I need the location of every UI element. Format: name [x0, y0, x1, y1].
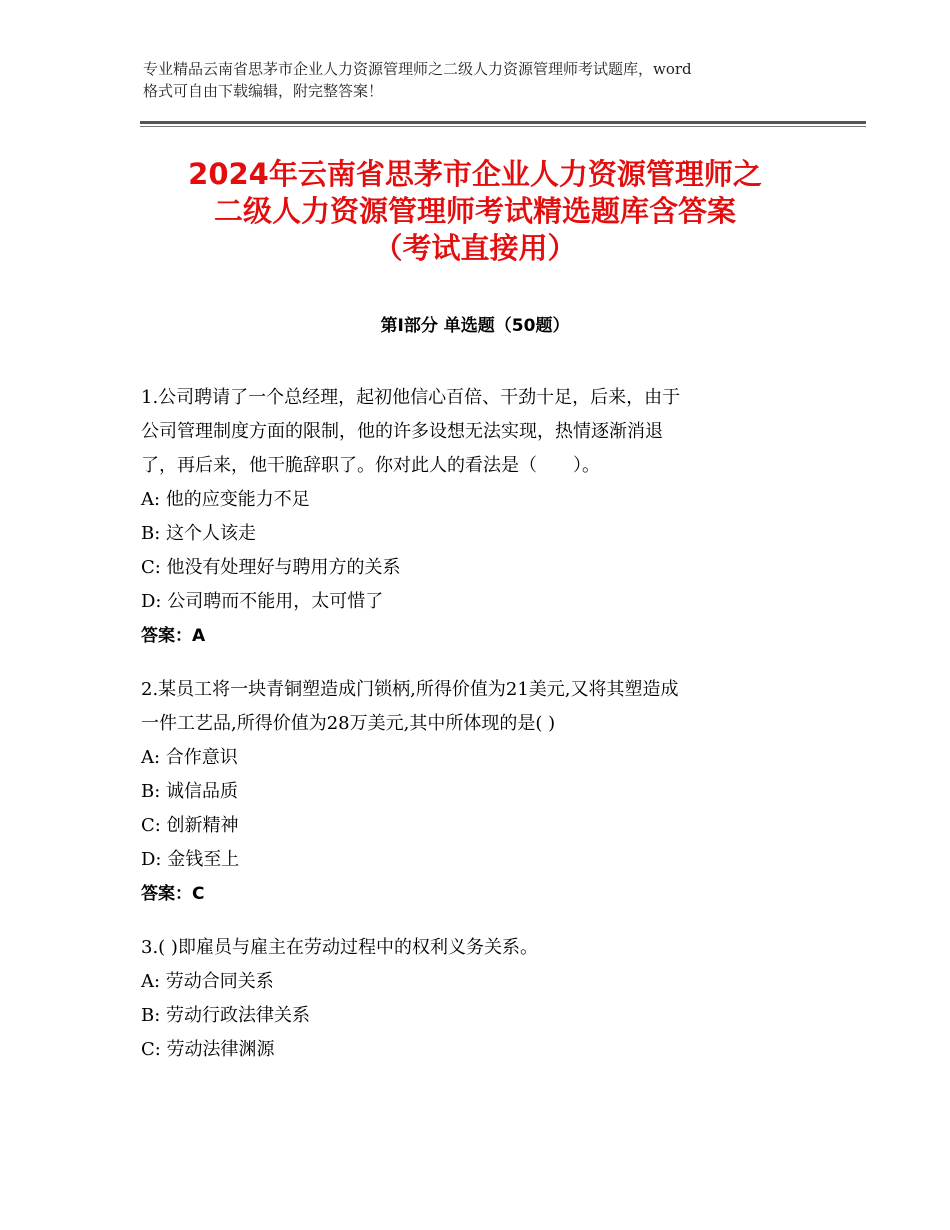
question-stem-line: 2.某员工将一块青铜塑造成门锁柄,所得价值为21美元,又将其塑造成	[141, 679, 679, 700]
answer: 答案：A	[141, 626, 206, 646]
option-b: B: 劳动行政法律关系	[141, 1005, 311, 1026]
question-1	[141, 381, 821, 653]
header-rule-thin	[140, 126, 866, 127]
title-line-1: 2024年云南省思茅市企业人力资源管理师之	[188, 157, 762, 191]
header-note-line-2: 格式可自由下载编辑，附完整答案！	[143, 82, 384, 100]
option-c: C: 劳动法律渊源	[141, 1039, 275, 1060]
question-2	[141, 673, 821, 911]
question-stem-line: 公司管理制度方面的限制，他的许多设想无法实现，热情逐渐消退	[141, 421, 663, 442]
question-stem-line: 1.公司聘请了一个总经理，起初他信心百倍、干劲十足，后来，由于	[141, 387, 681, 408]
option-a: A: 合作意识	[141, 747, 238, 768]
header-note-line-1: 专业精品云南省思茅市企业人力资源管理师之二级人力资源管理师考试题库，word	[143, 60, 692, 78]
question-stem-line: 3.( )即雇员与雇主在劳动过程中的权利义务关系。	[141, 937, 538, 958]
answer: 答案：C	[141, 884, 205, 904]
option-c: C: 创新精神	[141, 815, 239, 836]
header-rule-thick	[140, 121, 866, 124]
header-note	[143, 58, 833, 102]
question-list	[141, 381, 821, 1087]
option-b: B: 这个人该走	[141, 523, 257, 544]
title-line-3: （考试直接用）	[373, 231, 577, 265]
option-a: A: 劳动合同关系	[141, 971, 274, 992]
question-3	[141, 931, 821, 1067]
question-stem-line: 一件工艺品,所得价值为28万美元,其中所体现的是( )	[141, 713, 556, 734]
question-stem-line: 了，再后来，他干脆辞职了。你对此人的看法是（ ）。	[141, 455, 600, 476]
title-line-2: 二级人力资源管理师考试精选题库含答案	[213, 194, 736, 228]
option-d: D: 公司聘而不能用，太可惜了	[141, 591, 384, 612]
option-d: D: 金钱至上	[141, 849, 240, 870]
document-title	[120, 156, 830, 267]
option-a: A: 他的应变能力不足	[141, 489, 310, 510]
option-b: B: 诚信品质	[141, 781, 239, 802]
option-c: C: 他没有处理好与聘用方的关系	[141, 557, 401, 578]
section-heading: 第Ⅰ部分 单选题（50题）	[380, 316, 570, 336]
